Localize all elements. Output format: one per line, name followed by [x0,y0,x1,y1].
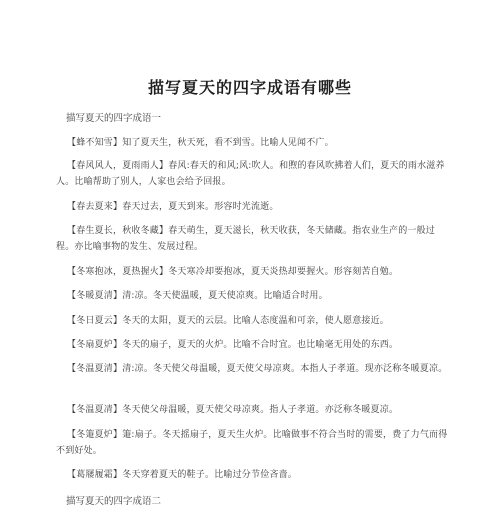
idiom-entry: 【冬寒抱冰，夏热握火】冬天寒冷却要抱冰，夏天炎热却要握火。形容刻苦自勉。 [67,267,399,277]
idiom-entry: 【春去夏来】春天过去，夏天到来。形容时光流逝。 [67,202,279,212]
idiom-entry: 【冬日夏云】冬天的太阳，夏天的云层。比喻人态度温和可亲，使人愿意接近。 [67,316,390,326]
idiom-entry: 【春风风人，夏雨雨人】春风:春天的和风;风:吹人。和煦的春风吹拂着人们，夏天的雨水滋养人。比喻帮助了别人，人家也会给予回报。 [56,161,445,187]
idiom-entry: 【冬温夏凊】冬天使父母温暖，夏天使父母凉爽。指人子孝道。亦泛称冬暖夏凉。 [67,405,399,415]
idiom-entry: 【冬扇夏炉】冬天的扇子，夏天的火炉。比喻不合时宜。也比喻毫无用处的东西。 [67,340,399,350]
page-title: 描写夏天的四字成语有哪些 [147,78,352,97]
section-heading-two: 描写夏天的四字成语二 [66,496,162,507]
idiom-entry: 【冬箑夏炉】箑:扇子。冬天摇扇子，夏天生火炉。比喻做事不符合当时的需要，费了力气而得不到好处。 [56,430,448,456]
idiom-entry: 【冬暖夏清】清:凉。冬天使温暖，夏天使凉爽。比喻适合时用。 [67,291,328,301]
idiom-entry: 【春生夏长，秋收冬藏】春天萌生，夏天滋长，秋天收获，冬天储藏。指农业生产的一般过程。亦比喻事物的发生、发展过程。 [56,226,436,252]
idiom-entry: 【冬温夏清】清:凉。冬天使父母温暖，夏天使父母凉爽。本指人子孝道。现亦泛称冬暖夏凉。 [67,364,448,374]
section-heading-one: 描写夏天的四字成语一 [66,113,162,124]
idiom-entry: 【蜂不知雪】知了夏天生，秋天死，看不到雪。比喻人见闻不广。 [67,138,334,148]
idiom-entry: 【葛屦履霜】冬天穿着夏天的鞋子。比喻过分节俭吝啬。 [67,470,298,480]
